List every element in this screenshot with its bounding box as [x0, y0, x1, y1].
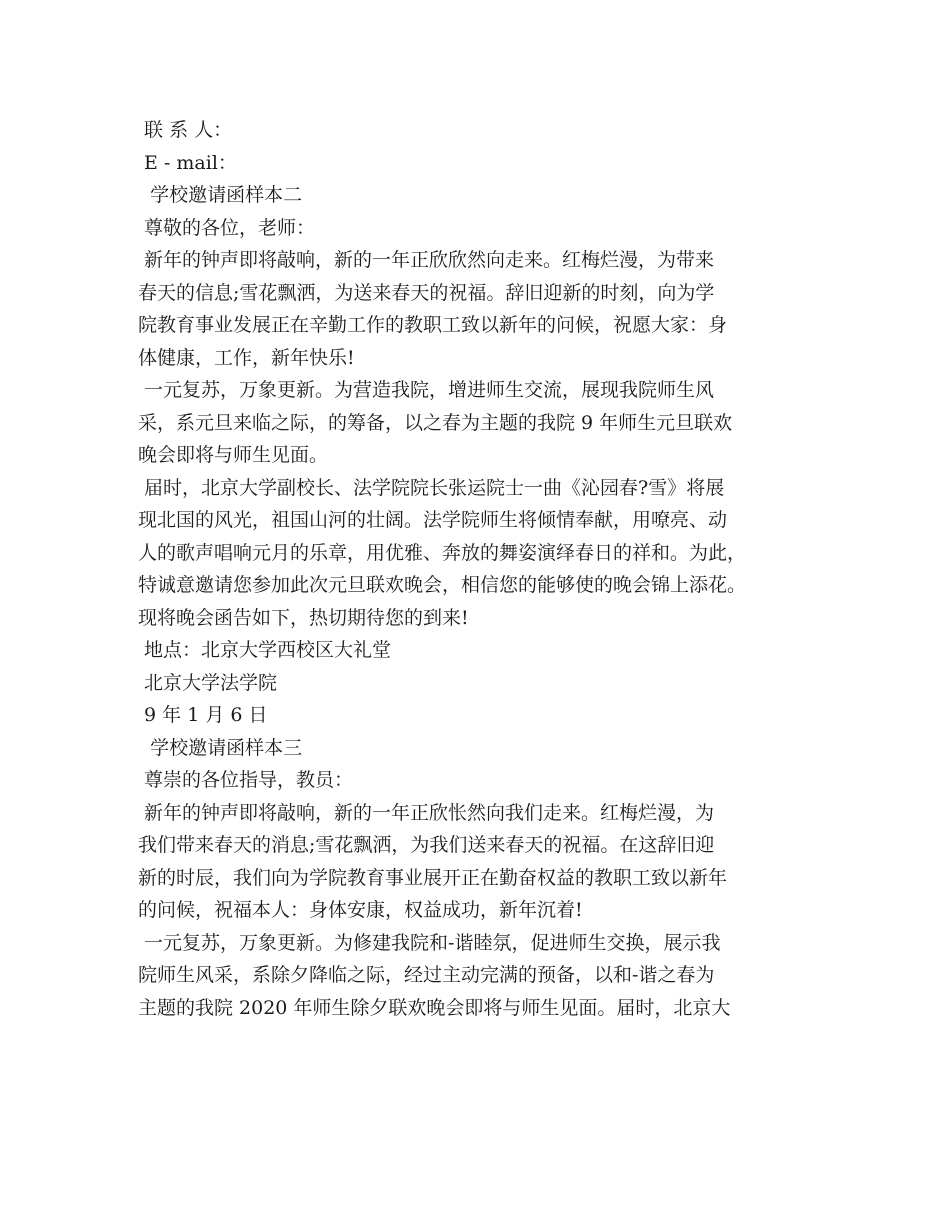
text-line: 新的时辰，我们向为学院教育事业展开正在勤奋权益的教职工致以新年 [138, 866, 728, 889]
text-line: 一元复苏，万象更新。为修建我院和-谐睦氛，促进师生交换，展示我 [138, 931, 721, 954]
text-line: 晚会即将与师生见面。 [138, 444, 329, 466]
sample3-paragraph-2 [138, 927, 818, 1025]
text-line: 新年的钟声即将敲响，新的一年正欣怅然向我们走来。红梅烂漫，为 [138, 801, 715, 824]
sample2-title: 学校邀请函样本二 [138, 184, 303, 206]
sample2-greeting: 尊敬的各位，老师： [138, 216, 316, 239]
text-line: 特诚意邀请您参加此次元旦联欢晚会，相信您的能够使的晚会锦上添花。 [138, 574, 747, 596]
text-line: 主题的我院 2020 年师生除夕联欢晚会即将与师生见面。届时，北京大 [138, 996, 731, 1019]
text-line: 春天的信息;雪花飘洒，为送来春天的祝福。辞旧迎新的时刻，向为学 [138, 281, 715, 304]
text-line: 体健康，工作，新年快乐! [138, 346, 355, 369]
signature: 北京大学法学院 [138, 671, 278, 694]
sample2-paragraph-1 [138, 244, 818, 374]
text-line: 一元复苏，万象更新。为营造我院，增进师生交流，展现我院师生风 [138, 379, 715, 401]
sample2-paragraph-2 [138, 374, 818, 472]
sample2-paragraph-3 [138, 472, 818, 635]
contact-line: 联 系 人： [138, 119, 233, 141]
document-page [138, 114, 818, 1024]
sample3-greeting: 尊崇的各位指导，教员： [138, 769, 354, 791]
email-line: E - mail： [138, 151, 237, 174]
text-line: 我们带来春天的消息;雪花飘洒，为我们送来春天的祝福。在这辞旧迎 [138, 834, 715, 856]
text-line: 采，系元旦来临之际，的筹备，以之春为主题的我院 9 年师生元旦联欢 [138, 411, 733, 434]
text-line: 人的歌声唱响元月的乐章，用优雅、奔放的舞姿演绎春日的祥和。为此， [138, 541, 747, 564]
text-line: 现北国的风光，祖国山河的壮阔。法学院师生将倾情奉献，用嘹亮、动 [138, 509, 728, 531]
text-line: 院师生风采，系除夕降临之际，经过主动完满的预备，以和-谐之春为 [138, 964, 715, 986]
text-line: 院教育事业发展正在辛勤工作的教职工致以新年的问候，祝愿大家：身 [138, 314, 728, 336]
sample3-paragraph-1 [138, 797, 818, 927]
text-line: 新年的钟声即将敲响，新的一年正欣欣然向走来。红梅烂漫，为带来 [138, 249, 715, 271]
text-line: 现将晚会函告如下，热切期待您的到来! [138, 606, 469, 629]
text-line: 的问候，祝福本人：身体安康，权益成功，新年沉着! [138, 899, 583, 921]
letter-date: 9 年 1 月 6 日 [138, 704, 268, 726]
text-line: 届时，北京大学副校长、法学院院长张运院士一曲《沁园春?雪》将展 [138, 476, 725, 499]
sample3-title: 学校邀请函样本三 [138, 736, 303, 759]
event-location: 地点：北京大学西校区大礼堂 [138, 639, 392, 661]
